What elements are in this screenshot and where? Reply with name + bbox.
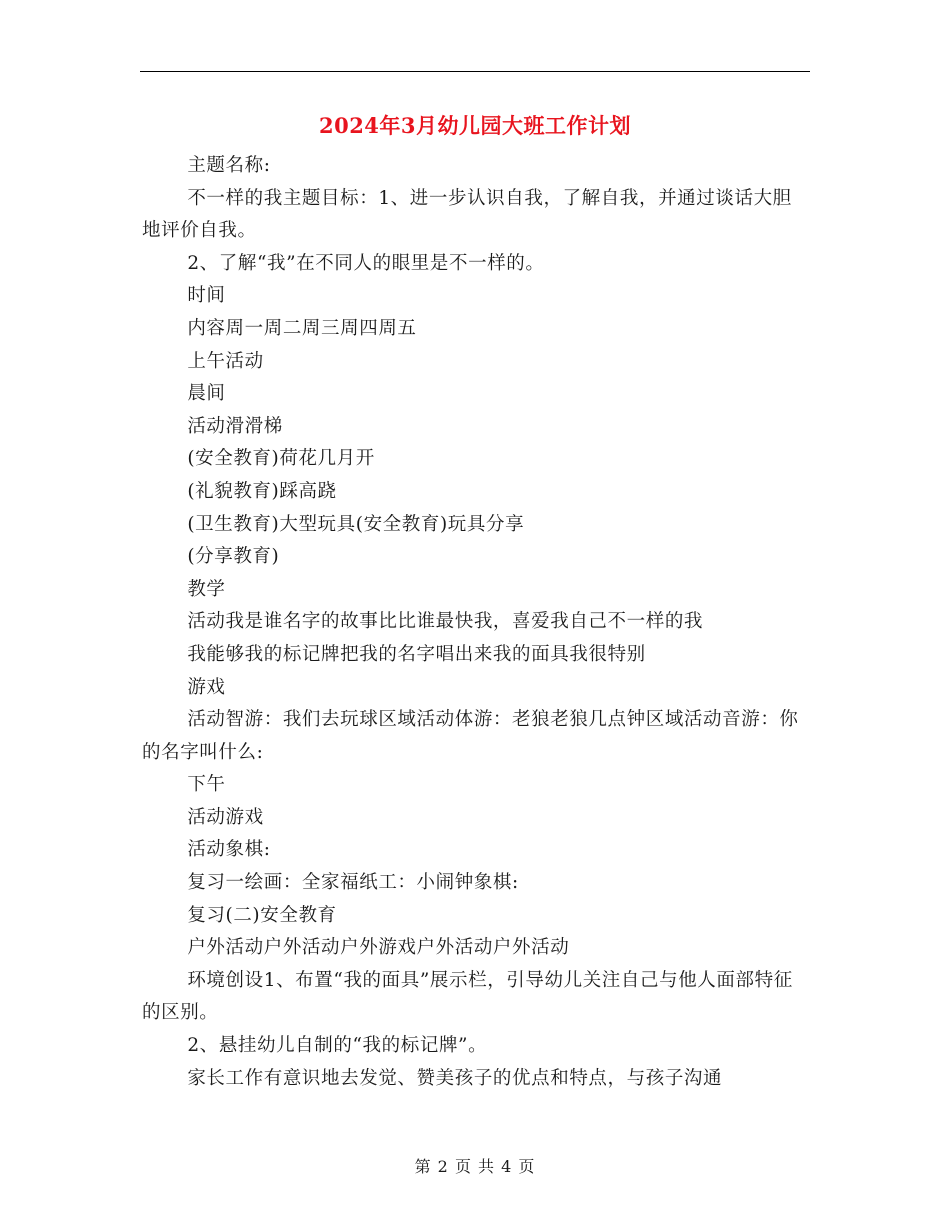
document-title: 2024年3月幼儿园大班工作计划 (318, 113, 632, 138)
paragraph: 不一样的我主题目标：1、进一步认识自我，了解自我，并通过谈话大胆地评价自我。 (142, 187, 792, 242)
header-rule (140, 71, 810, 72)
paragraph: 主题名称: (187, 155, 271, 176)
paragraph: 活动滑滑梯 (187, 415, 283, 437)
paragraph: 活动象棋: (187, 839, 271, 861)
paragraph: 活动我是谁名字的故事比比谁最快我，喜爱我自己不一样的我 (187, 611, 704, 633)
document-body (142, 150, 810, 1095)
paragraph: 2、悬挂幼儿自制的“我的标记牌”。 (187, 1035, 488, 1057)
paragraph: 我能够我的标记牌把我的名字唱出来我的面具我很特别 (187, 643, 646, 665)
paragraph: (卫生教育)大型玩具(安全教育)玩具分享 (187, 513, 525, 535)
paragraph: 环境创设1、布置“我的面具”展示栏，引导幼儿关注自己与他人面部特征的区别。 (142, 969, 793, 1024)
paragraph: 活动智游：我们去玩球区域活动体游：老狼老狼几点钟区域活动音游：你的名字叫什么: (142, 709, 799, 763)
paragraph: 复习(二)安全教育 (187, 904, 337, 926)
paragraph: 游戏 (187, 676, 226, 698)
page-number: 第 2 页 共 4 页 (414, 1157, 536, 1176)
paragraph: 户外活动户外活动户外游戏户外活动户外活动 (187, 937, 570, 959)
paragraph: 2、了解“我”在不同人的眼里是不一样的。 (187, 252, 545, 274)
paragraph: (安全教育)荷花几月开 (187, 448, 375, 470)
paragraph: (礼貌教育)踩高跷 (187, 480, 337, 502)
paragraph: 时间 (187, 285, 226, 307)
paragraph: 晨间 (187, 383, 226, 405)
paragraph: 复习一绘画：全家福纸工：小闹钟象棋: (187, 872, 519, 894)
paragraph: (分享教育) (187, 546, 280, 568)
paragraph: 上午活动 (187, 350, 264, 372)
paragraph: 下午 (187, 774, 226, 796)
paragraph: 家长工作有意识地去发觉、赞美孩子的优点和特点，与孩子沟通 (187, 1067, 723, 1089)
paragraph: 内容周一周二周三周四周五 (187, 317, 417, 339)
paragraph: 教学 (187, 578, 226, 600)
paragraph: 活动游戏 (187, 806, 264, 828)
